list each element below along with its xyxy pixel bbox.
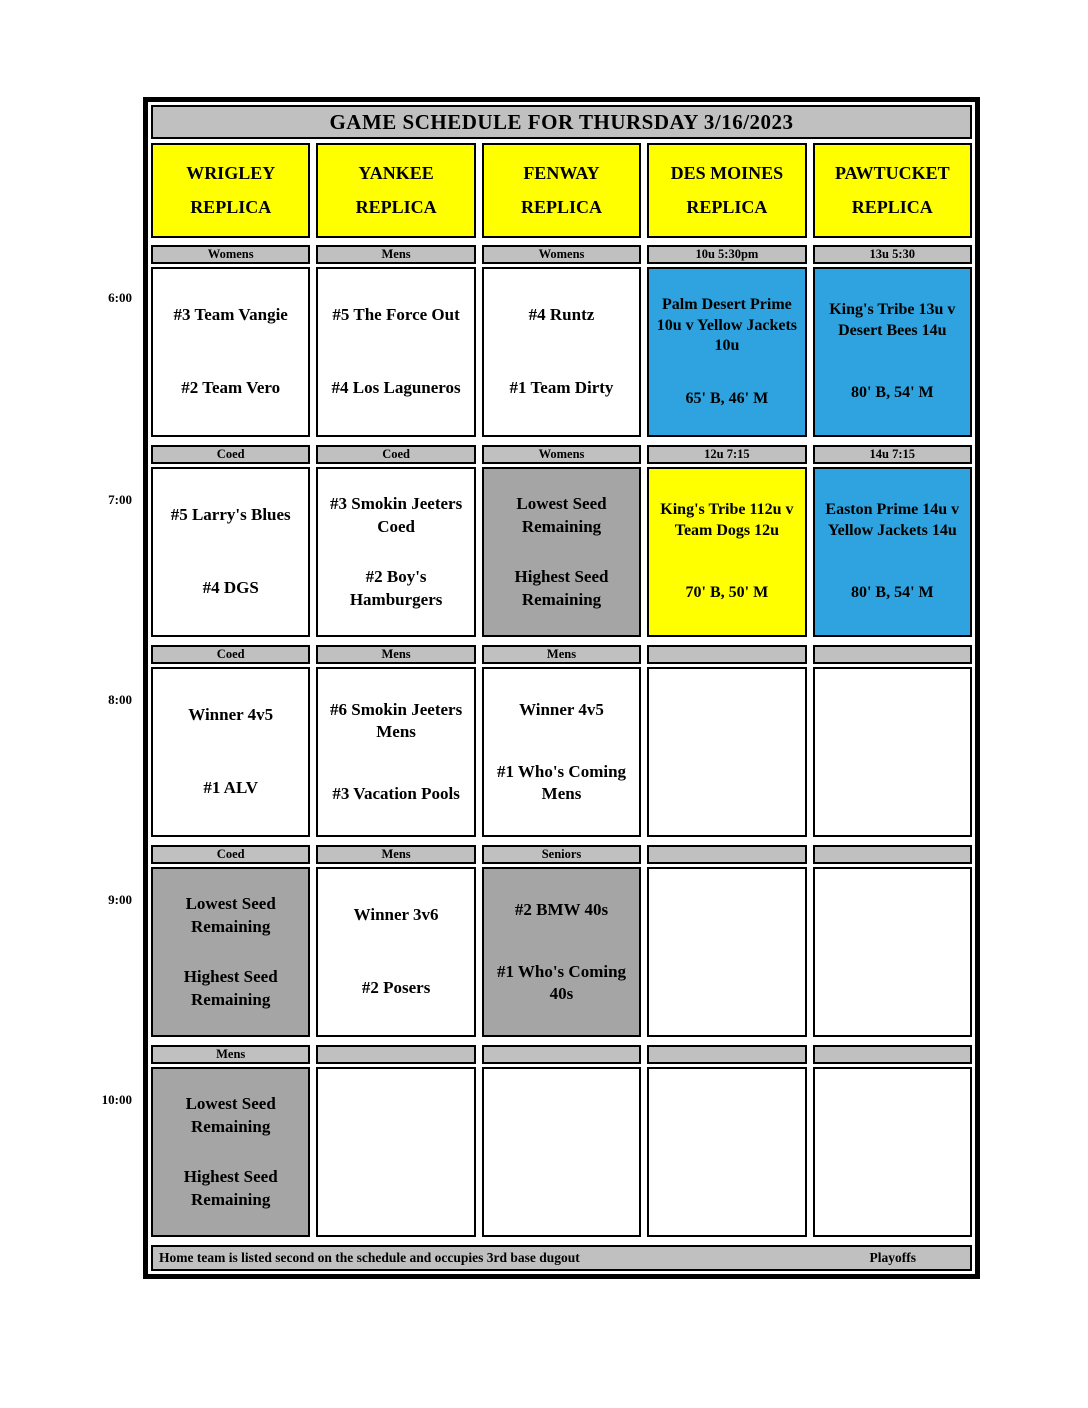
game-cell (482, 267, 641, 437)
home-team: #1 ALV (203, 778, 259, 798)
home-team: #1 Team Dirty (509, 378, 614, 398)
game-cell (482, 667, 641, 837)
schedule-title: GAME SCHEDULE FOR THURSDAY 3/16/2023 (151, 105, 972, 139)
division-label: 13u 5:30 (813, 245, 972, 264)
field-replica-label: REPLICA (686, 196, 768, 217)
division-label: Coed (316, 445, 475, 464)
division-row-8 (151, 645, 972, 664)
field-dimensions: 80' B, 54' M (850, 384, 934, 402)
time-label-8: 8:00 (108, 692, 132, 707)
away-team: #6 Smokin Jeeters Mens (329, 699, 463, 742)
game-cell (151, 1067, 310, 1237)
empty-cell (647, 1067, 806, 1237)
empty-cell (647, 667, 806, 837)
division-row-7 (151, 445, 972, 464)
division-label: Mens (482, 645, 641, 664)
empty-cell (482, 1067, 641, 1237)
empty-cell (813, 667, 972, 837)
away-team: #3 Smokin Jeeters Coed (329, 494, 463, 536)
game-cell (151, 667, 310, 837)
game-cell (316, 467, 475, 637)
field-name: DES MOINES (670, 163, 784, 184)
games-row-7 (151, 467, 972, 637)
division-label (813, 845, 972, 864)
home-team: #3 Vacation Pools (332, 783, 460, 803)
away-team: #5 Larry's Blues (170, 505, 291, 525)
game-cell (316, 667, 475, 837)
division-label: Mens (316, 845, 475, 864)
game-cell (813, 267, 972, 437)
division-label: Coed (151, 445, 310, 464)
division-label: 10u 5:30pm (647, 245, 806, 264)
away-team: #5 The Force Out (332, 305, 460, 325)
home-team: Highest Seed Remaining (183, 967, 278, 1009)
field-name: FENWAY (523, 163, 600, 184)
field-replica-label: REPLICA (520, 196, 602, 217)
field-header-des-moines (647, 143, 806, 238)
game-cell (482, 867, 641, 1037)
field-name: YANKEE (358, 163, 434, 184)
home-team: #4 DGS (202, 578, 259, 598)
division-row-10 (151, 1045, 972, 1064)
division-label: Coed (151, 645, 310, 664)
division-label: Seniors (482, 845, 641, 864)
game-cell (647, 467, 806, 637)
empty-cell (647, 867, 806, 1037)
empty-cell (316, 1067, 475, 1237)
field-replica-label: REPLICA (355, 196, 437, 217)
schedule-table (143, 97, 980, 1279)
division-label: Mens (316, 645, 475, 664)
division-label: Womens (151, 245, 310, 264)
home-team: #2 Boy's Hamburgers (349, 567, 443, 609)
field-header-pawtucket (813, 143, 972, 238)
home-team: #4 Los Laguneros (331, 378, 461, 398)
home-team: Highest Seed Remaining (183, 1167, 278, 1209)
field-header-yankee (316, 143, 475, 238)
division-label (813, 1045, 972, 1064)
away-team: #4 Runtz (528, 305, 595, 325)
game-cell (813, 467, 972, 637)
empty-cell (813, 867, 972, 1037)
division-label (316, 1045, 475, 1064)
games-row-8 (151, 667, 972, 837)
game-cell (647, 267, 806, 437)
empty-cell (813, 1067, 972, 1237)
division-label (482, 1045, 641, 1064)
division-label: Coed (151, 845, 310, 864)
division-label: 12u 7:15 (647, 445, 806, 464)
away-team: Lowest Seed Remaining (185, 894, 276, 936)
division-label (647, 845, 806, 864)
division-label: Mens (151, 1045, 310, 1064)
home-team: #2 Posers (361, 978, 431, 998)
field-dimensions: 65' B, 46' M (685, 389, 769, 407)
division-label: 14u 7:15 (813, 445, 972, 464)
away-team: Lowest Seed Remaining (516, 494, 607, 536)
division-label (647, 645, 806, 664)
division-label: Womens (482, 445, 641, 464)
field-header-fenway (482, 143, 641, 238)
field-replica-label: REPLICA (190, 196, 272, 217)
footer (151, 1245, 972, 1271)
time-label-7: 7:00 (108, 492, 132, 507)
home-team: #2 Team Vero (181, 378, 281, 398)
games-row-9 (151, 867, 972, 1037)
matchup: Palm Desert Prime 10u v Yellow Jackets 10u (656, 295, 798, 355)
game-cell (151, 467, 310, 637)
away-team: #3 Team Vangie (173, 305, 288, 325)
matchup: Easton Prime 14u v Yellow Jackets 14u (825, 500, 960, 539)
division-label (647, 1045, 806, 1064)
away-team: Winner 4v5 (188, 705, 274, 725)
game-cell (482, 467, 641, 637)
games-row-10 (151, 1067, 972, 1237)
matchup: King's Tribe 112u v Team Dogs 12u (660, 500, 794, 539)
division-label: Mens (316, 245, 475, 264)
field-header-wrigley (151, 143, 310, 238)
away-team: #2 BMW 40s (514, 899, 609, 919)
game-cell (151, 867, 310, 1037)
home-team: Highest Seed Remaining (514, 567, 609, 609)
field-replica-label: REPLICA (851, 196, 933, 217)
field-header-row (151, 143, 972, 238)
home-team: #1 Who's Coming 40s (496, 961, 627, 1003)
division-row-9 (151, 845, 972, 864)
field-dimensions: 80' B, 54' M (850, 584, 934, 602)
footer-note: Home team is listed second on the schedule and occupies 3rd base dugout (159, 1250, 580, 1265)
field-name: WRIGLEY (186, 163, 276, 184)
game-cell (151, 267, 310, 437)
division-label: Womens (482, 245, 641, 264)
games-row-6 (151, 267, 972, 437)
away-team: Lowest Seed Remaining (185, 1094, 276, 1136)
footer-playoffs-label: Playoffs (869, 1250, 916, 1265)
game-cell (316, 267, 475, 437)
away-team: Winner 4v5 (519, 699, 604, 719)
division-row-6 (151, 245, 972, 264)
division-label (813, 645, 972, 664)
field-name: PAWTUCKET (834, 163, 950, 184)
time-label-6: 6:00 (108, 290, 132, 305)
home-team: #1 Who's Coming Mens (496, 761, 627, 803)
away-team: Winner 3v6 (353, 905, 439, 925)
field-dimensions: 70' B, 50' M (685, 584, 769, 602)
game-cell (316, 867, 475, 1037)
matchup: King's Tribe 13u v Desert Bees 14u (829, 300, 956, 339)
time-label-10: 10:00 (101, 1092, 132, 1107)
time-label-9: 9:00 (108, 892, 132, 907)
